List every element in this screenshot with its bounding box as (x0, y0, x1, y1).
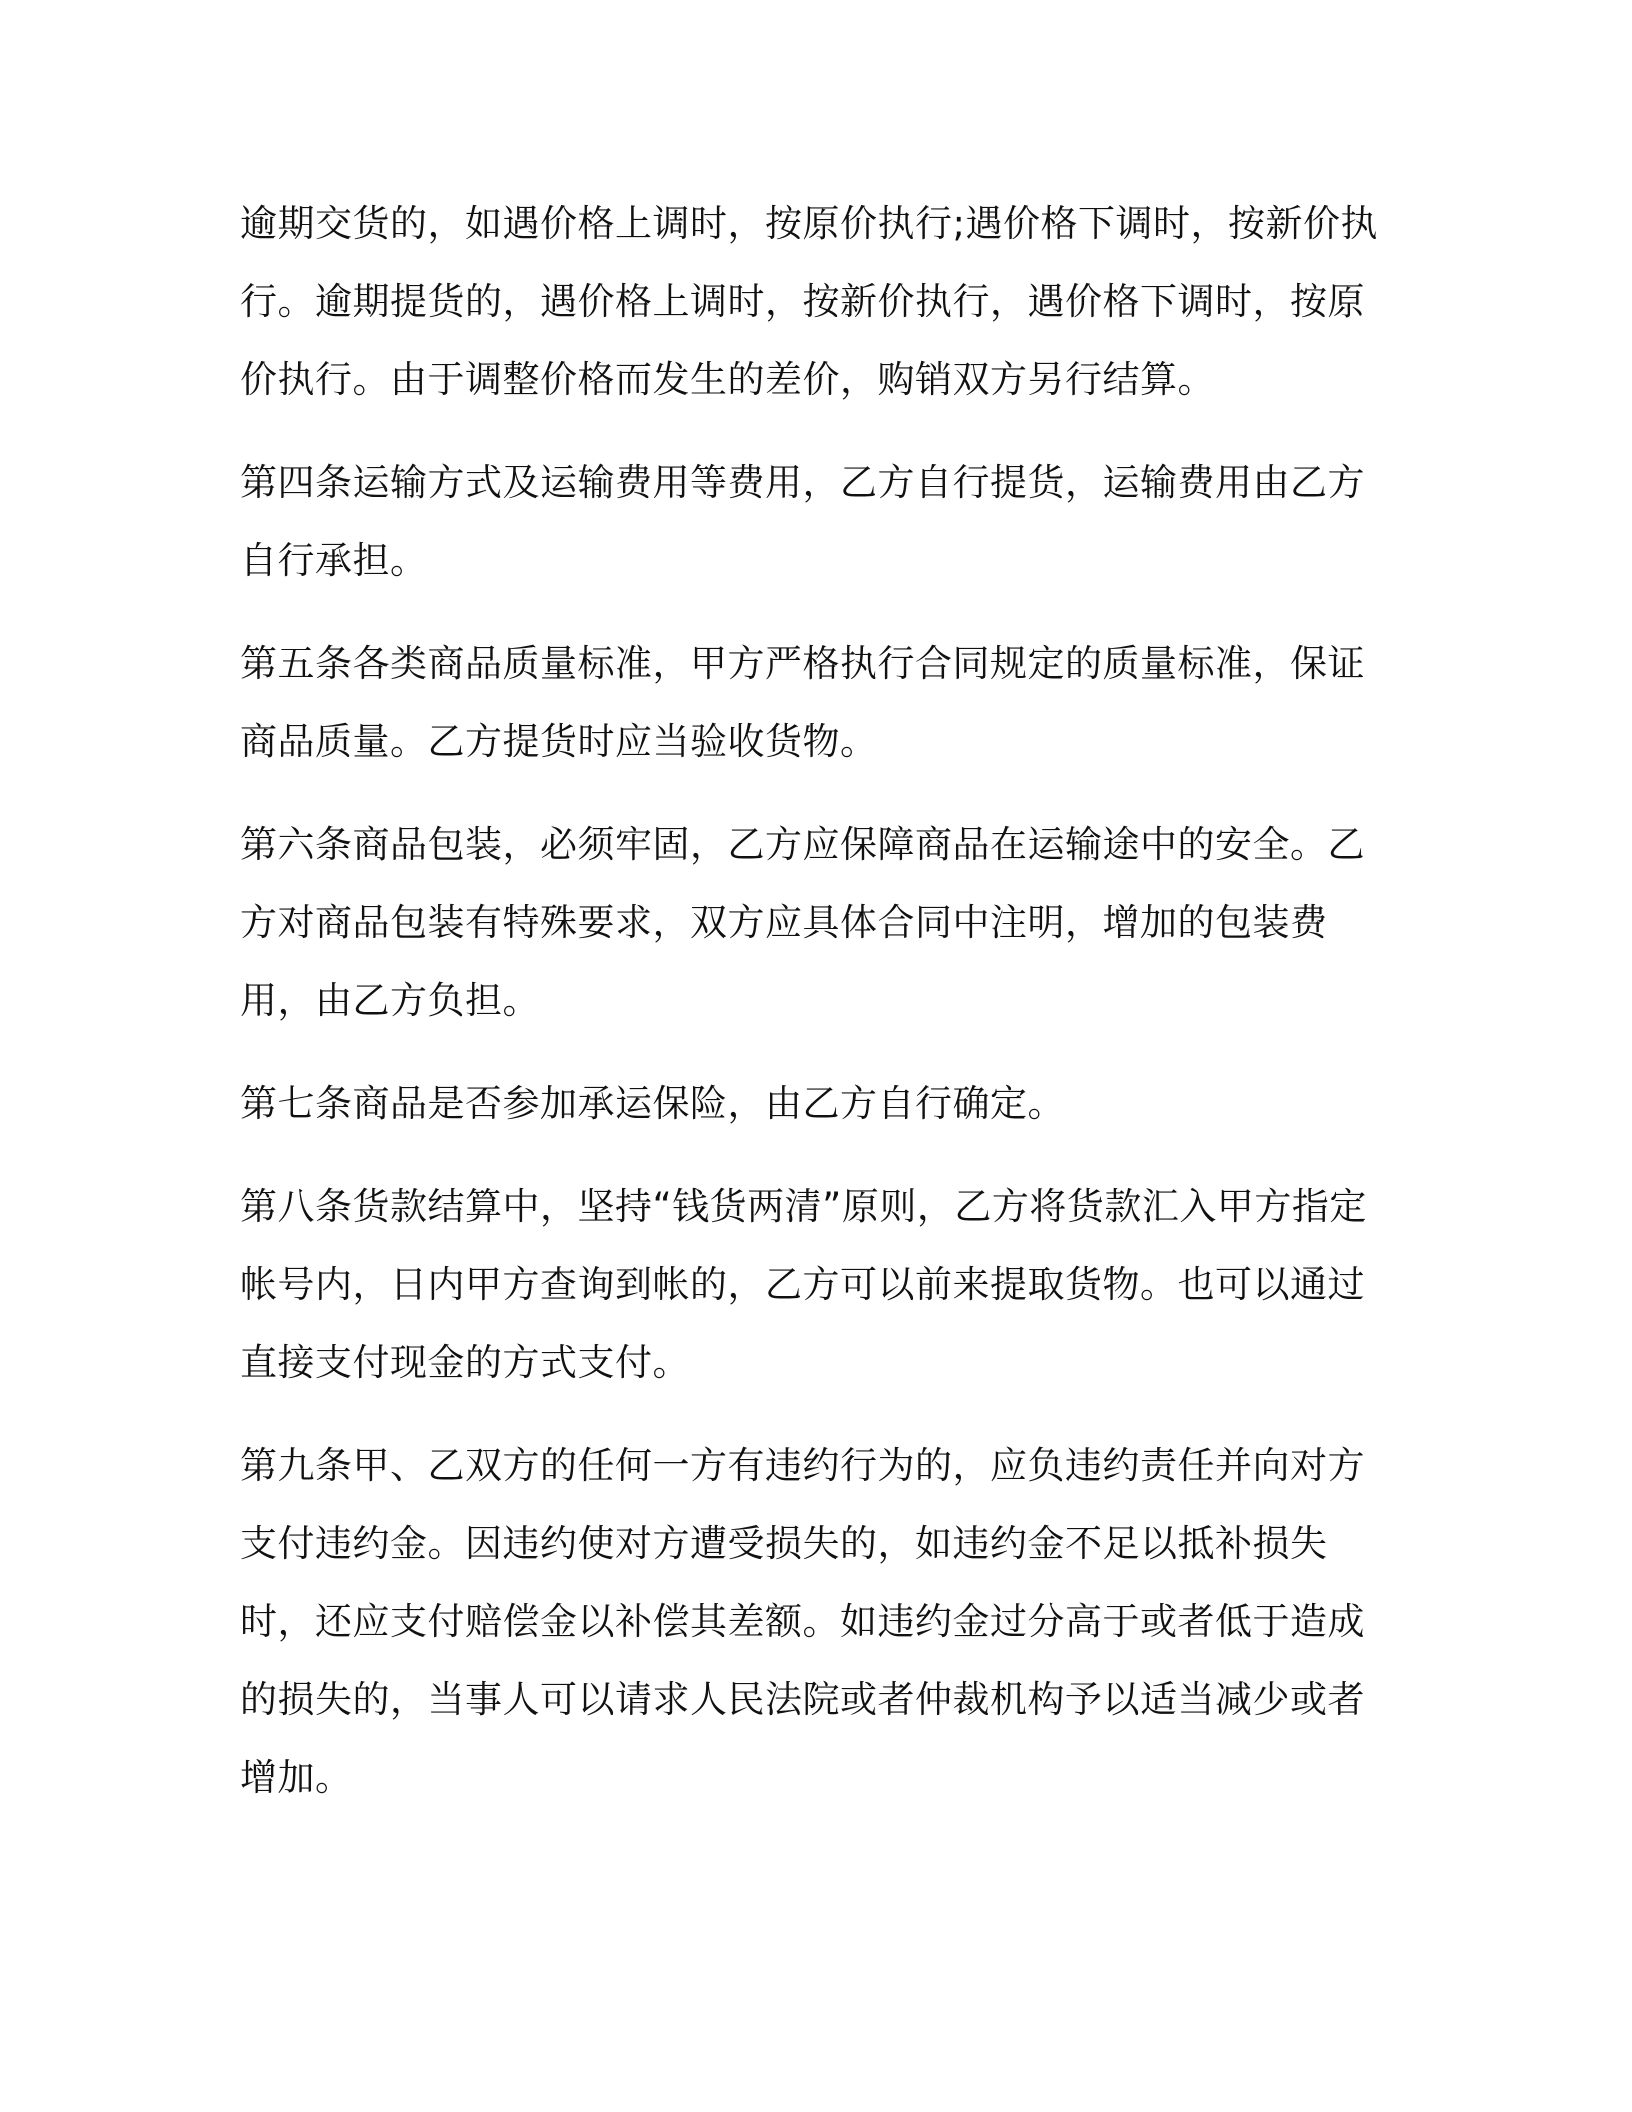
paragraph-article-5-quality: 第五条各类商品质量标准，甲方严格执行合同规定的质量标准，保证商品质量。乙方提货时应当验收货物。 (240, 642, 1365, 763)
paragraph-article-4-transport: 第四条运输方式及运输费用等费用，乙方自行提货，运输费用由乙方自行承担。 (240, 461, 1365, 582)
document-body (240, 185, 1392, 1842)
paragraph-article-8-settlement: 第八条货款结算中，坚持“钱货两清”原则，乙方将货款汇入甲方指定帐号内，日内甲方查询到帐的，乙方可以前来提取货物。也可以通过直接支付现金的方式支付。 (240, 1185, 1367, 1384)
paragraph-article-9-breach: 第九条甲、乙双方的任何一方有违约行为的，应负违约责任并向对方支付违约金。因违约使对方遭受损失的，如违约金不足以抵补损失时，还应支付赔偿金以补偿其差额。如违约金过分高于或者低于造成的损失的，当事人可以请求人民法院或者仲裁机构予以适当减少或者增加。 (240, 1444, 1365, 1799)
paragraph-price-adjustment: 逾期交货的，如遇价格上调时，按原价执行;遇价格下调时，按新价执行。逾期提货的，遇价格上调时，按新价执行，遇价格下调时，按原价执行。由于调整价格而发生的差价，购销双方另行结算。 (240, 202, 1378, 401)
paragraph-article-6-packaging: 第六条商品包装，必须牢固，乙方应保障商品在运输途中的安全。乙方对商品包装有特殊要求，双方应具体合同中注明，增加的包装费用，由乙方负担。 (240, 823, 1365, 1022)
paragraph-article-7-insurance: 第七条商品是否参加承运保险，由乙方自行确定。 (240, 1082, 1065, 1125)
